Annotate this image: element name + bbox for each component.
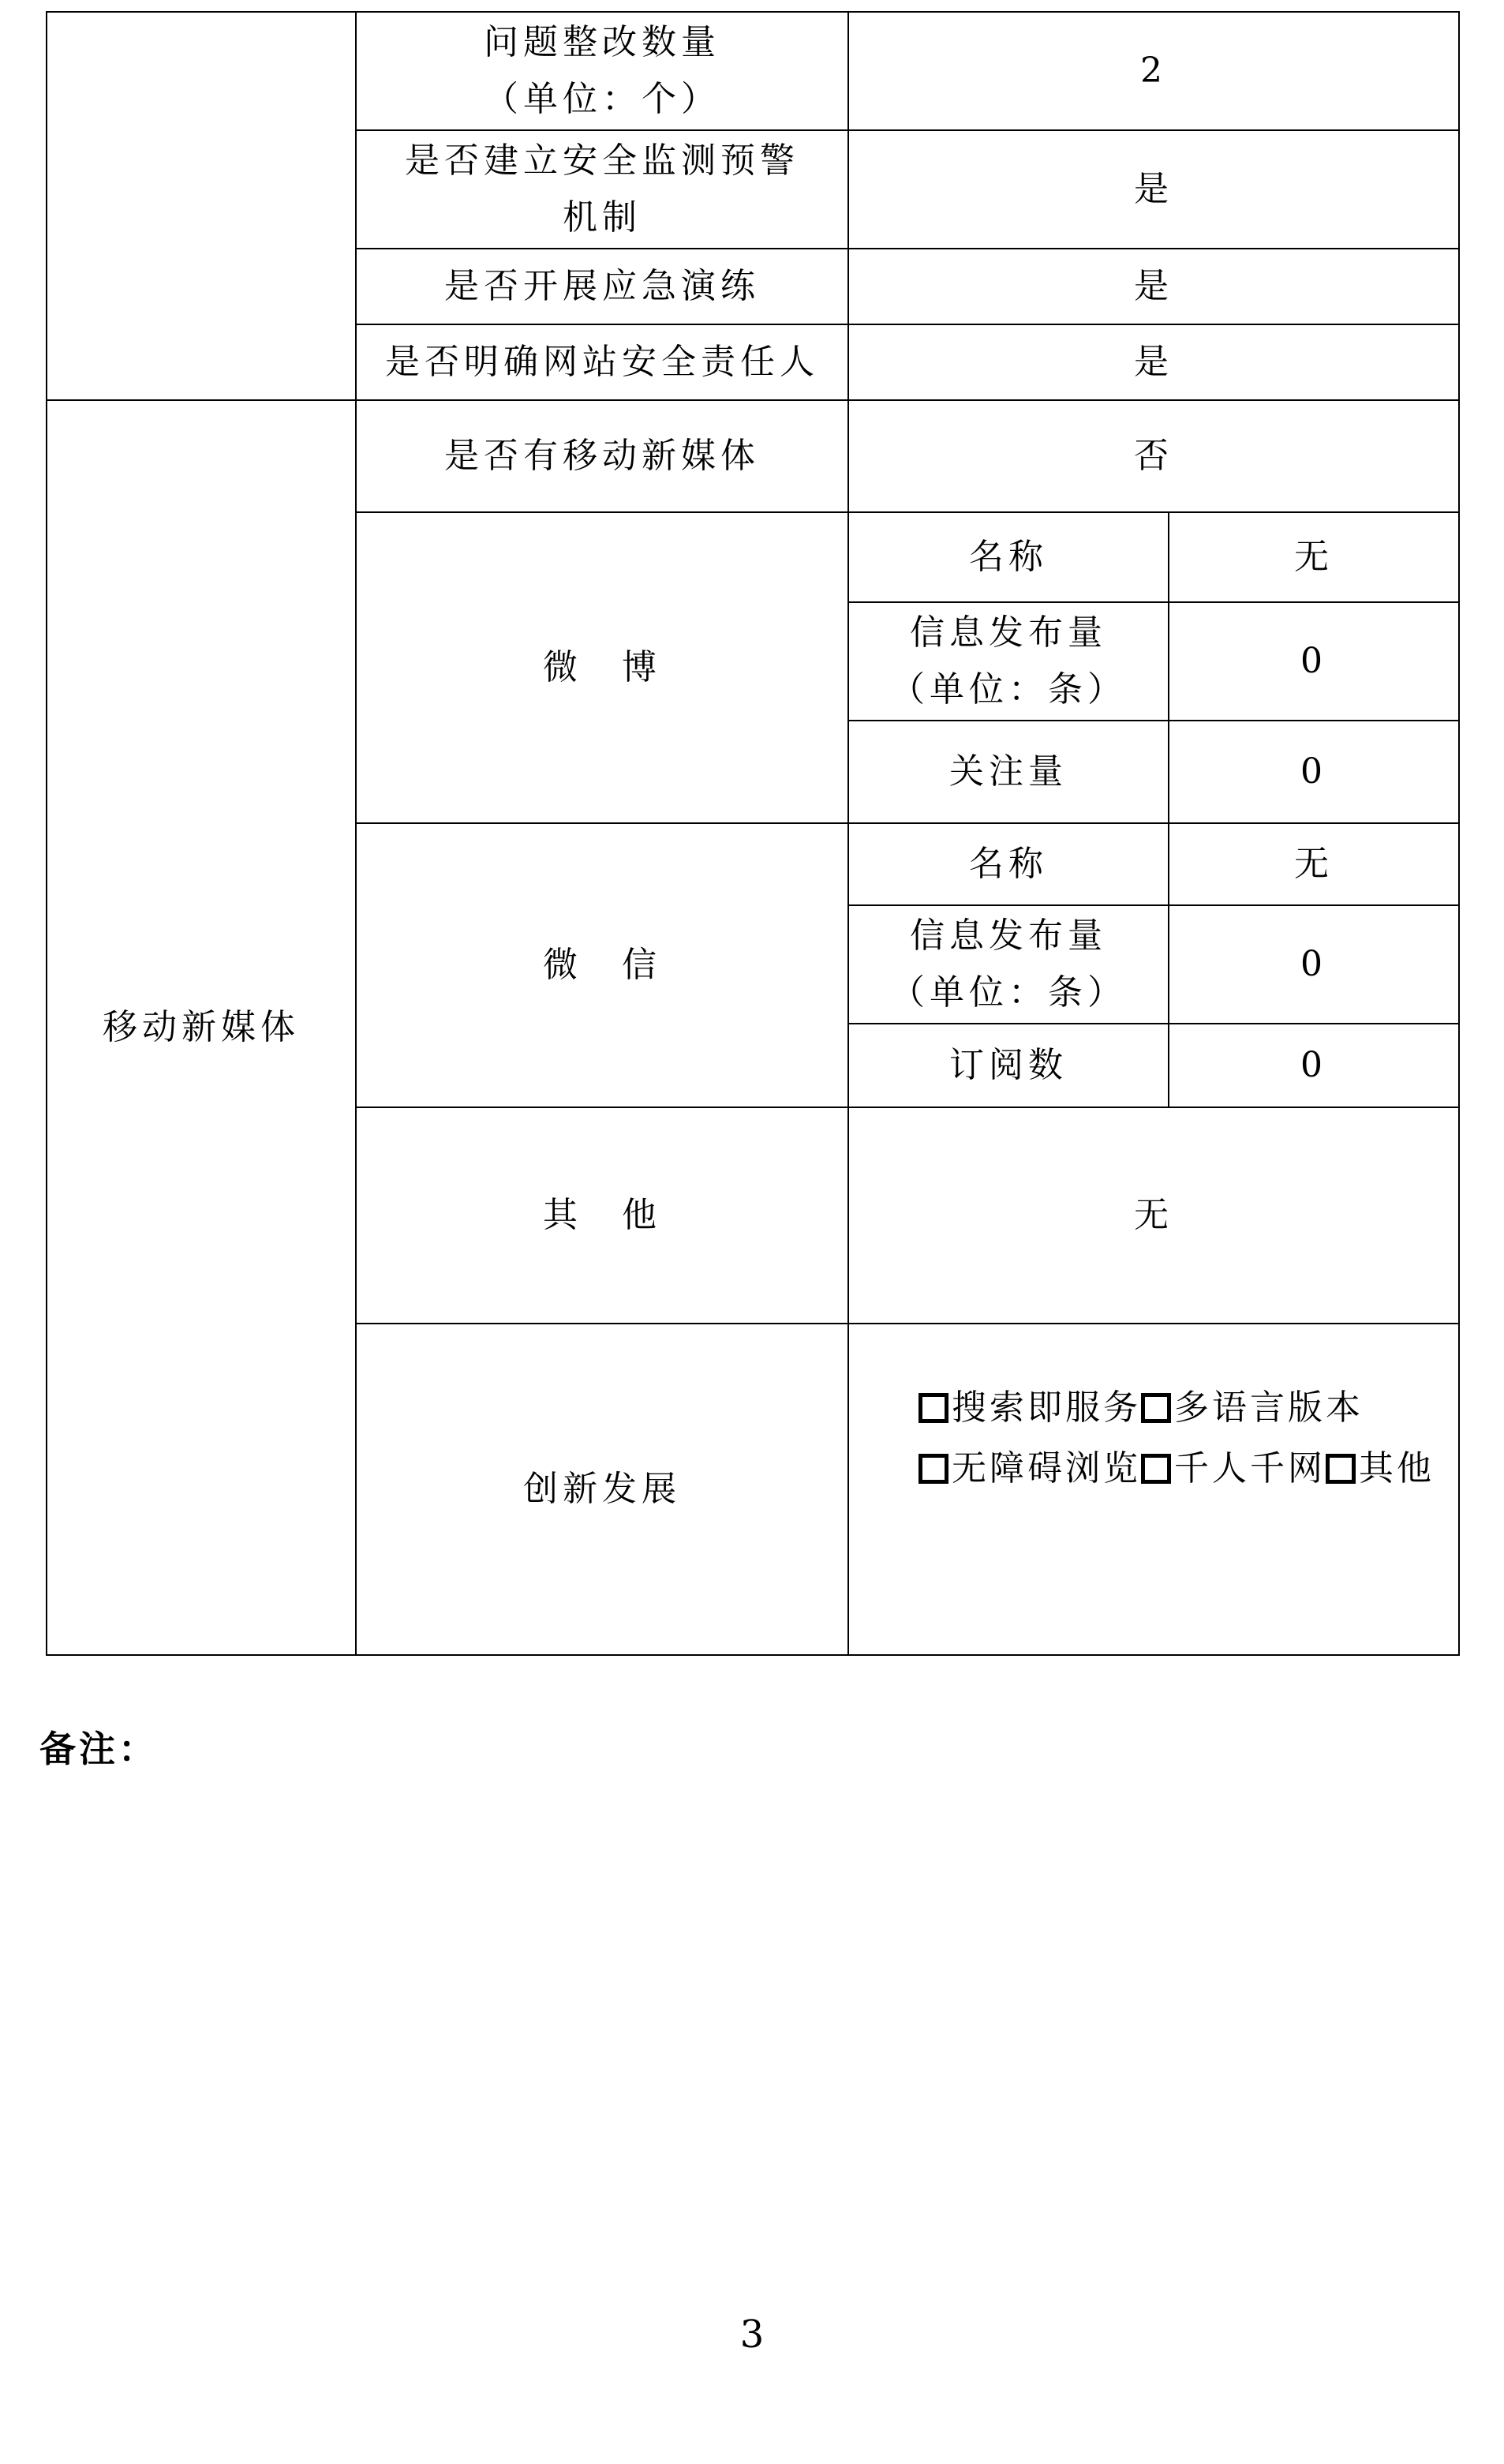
wechat-label: 微 信 xyxy=(356,823,848,1107)
weibo-name-value: 无 xyxy=(1169,512,1459,602)
option-search-service[interactable]: 搜索即服务 xyxy=(918,1380,1141,1436)
row-rectify-count xyxy=(47,12,1459,130)
wechat-posts-label: 信息发布量 （单位：条） xyxy=(848,905,1169,1024)
has-media-label: 是否有移动新媒体 xyxy=(356,400,848,512)
innovation-section-label: 创新发展 xyxy=(356,1324,848,1655)
responsible-value: 是 xyxy=(848,324,1459,400)
row-has-media xyxy=(47,400,1459,512)
other-value: 无 xyxy=(848,1107,1459,1324)
drill-label: 是否开展应急演练 xyxy=(356,249,848,324)
rectify-count-value: 2 xyxy=(848,12,1459,130)
option-other[interactable]: 其他 xyxy=(1326,1440,1435,1497)
wechat-subscribers-label: 订阅数 xyxy=(848,1024,1169,1107)
wechat-name-value: 无 xyxy=(1169,823,1459,905)
checkbox-icon[interactable] xyxy=(1141,1393,1171,1423)
responsible-label: 是否明确网站安全责任人 xyxy=(356,324,848,400)
monitoring-label: 是否建立安全监测预警 机制 xyxy=(356,130,848,249)
option-accessibility[interactable]: 无障碍浏览 xyxy=(918,1440,1141,1497)
monitoring-value: 是 xyxy=(848,130,1459,249)
option-personalization[interactable]: 千人千网 xyxy=(1141,1440,1326,1497)
other-label: 其 他 xyxy=(356,1107,848,1324)
security-section-cell xyxy=(47,12,356,400)
weibo-posts-value: 0 xyxy=(1169,602,1459,721)
innovation-options xyxy=(848,1324,1459,1655)
weibo-label: 微 博 xyxy=(356,512,848,823)
option-multilingual[interactable]: 多语言版本 xyxy=(1141,1380,1364,1436)
weibo-followers-value: 0 xyxy=(1169,721,1459,823)
rectify-count-label: 问题整改数量 （单位：个） xyxy=(356,12,848,130)
mobile-section-label: 移动新媒体 xyxy=(47,400,356,1655)
report-table xyxy=(46,11,1460,1656)
weibo-posts-label: 信息发布量 （单位：条） xyxy=(848,602,1169,721)
page-number: 3 xyxy=(739,2312,765,2357)
wechat-posts-value: 0 xyxy=(1169,905,1459,1024)
weibo-followers-label: 关注量 xyxy=(848,721,1169,823)
wechat-name-label: 名称 xyxy=(848,823,1169,905)
weibo-name-label: 名称 xyxy=(848,512,1169,602)
has-media-value: 否 xyxy=(848,400,1459,512)
drill-value: 是 xyxy=(848,249,1459,324)
checkbox-icon[interactable] xyxy=(918,1393,948,1423)
checkbox-icon[interactable] xyxy=(1141,1454,1171,1484)
wechat-subscribers-value: 0 xyxy=(1169,1024,1459,1107)
checkbox-icon[interactable] xyxy=(1326,1454,1356,1484)
remark-label: 备注： xyxy=(39,1728,158,1770)
checkbox-icon[interactable] xyxy=(918,1454,948,1484)
